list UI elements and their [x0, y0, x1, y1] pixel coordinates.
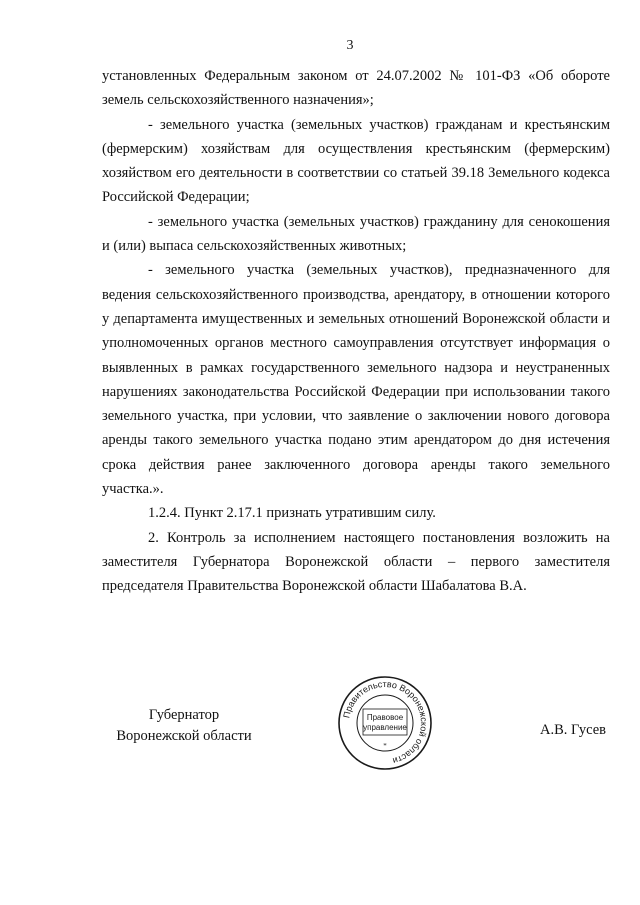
- stamp-center-line2: управление: [363, 723, 407, 732]
- legal-department-stamp: [337, 675, 433, 771]
- paragraph-farmers-plot: - земельного участка (земельных участков) гражданам и крестьянским (фермерским) хозяйствам для осуществления крестьянским (фермерским) хозяйством его деятельности в соответствии со статьей 39.18 Земельного кодекса Российской Федерации;: [102, 116, 610, 206]
- paragraph-haymaking-plot: - земельного участка (земельных участков) гражданину для сенокошения и (или) выпаса сельскохозяйственных животных;: [102, 213, 610, 255]
- paragraph-law-reference: установленных Федеральным законом от 24.07.2002 № 101-ФЗ «Об обороте земель сельскохозяйственного назначения»;: [102, 68, 610, 109]
- document-body: [102, 64, 610, 599]
- paragraph-agricultural-lease: - земельного участка (земельных участков), предназначенного для ведения сельскохозяйственного производства, арендатору, в отношении которого у департамента имущественных и земельных отношений Воронежской области и уполномоченных органов местного самоуправления отсутствует информация о выявленных в рамках государственного земельного надзора и неустраненных нарушениях законодательства Российской Федерации при использовании такого земельного участка, при условии, что заявление о заключении нового договора аренды такого земельного участка подано этим арендатором до дня истечения срока действия ранее заключенного договора аренды такого земельного участка.».: [102, 262, 610, 498]
- stamp-center-line1: Правовое: [366, 713, 404, 722]
- signatory-title-line1: Губернатор: [148, 707, 220, 723]
- paragraph-control: 2. Контроль за исполнением настоящего постановления возложить на заместителя Губернатора Воронежской области – первого заместителя председателя Правительства Воронежской области Шабалатова В.А.: [102, 529, 610, 595]
- signatory-title-line2: Воронежской области: [116, 728, 252, 744]
- signatory-name: А.В. Гусев: [540, 722, 606, 738]
- signatory-title: [110, 705, 258, 747]
- stamp-ring-text: Правительство Воронежской области: [341, 678, 430, 767]
- paragraph-clause-1-2-4: 1.2.4. Пункт 2.17.1 признать утратившим силу.: [148, 505, 436, 522]
- page-number: 3: [346, 38, 354, 53]
- star-icon: *: [383, 742, 387, 750]
